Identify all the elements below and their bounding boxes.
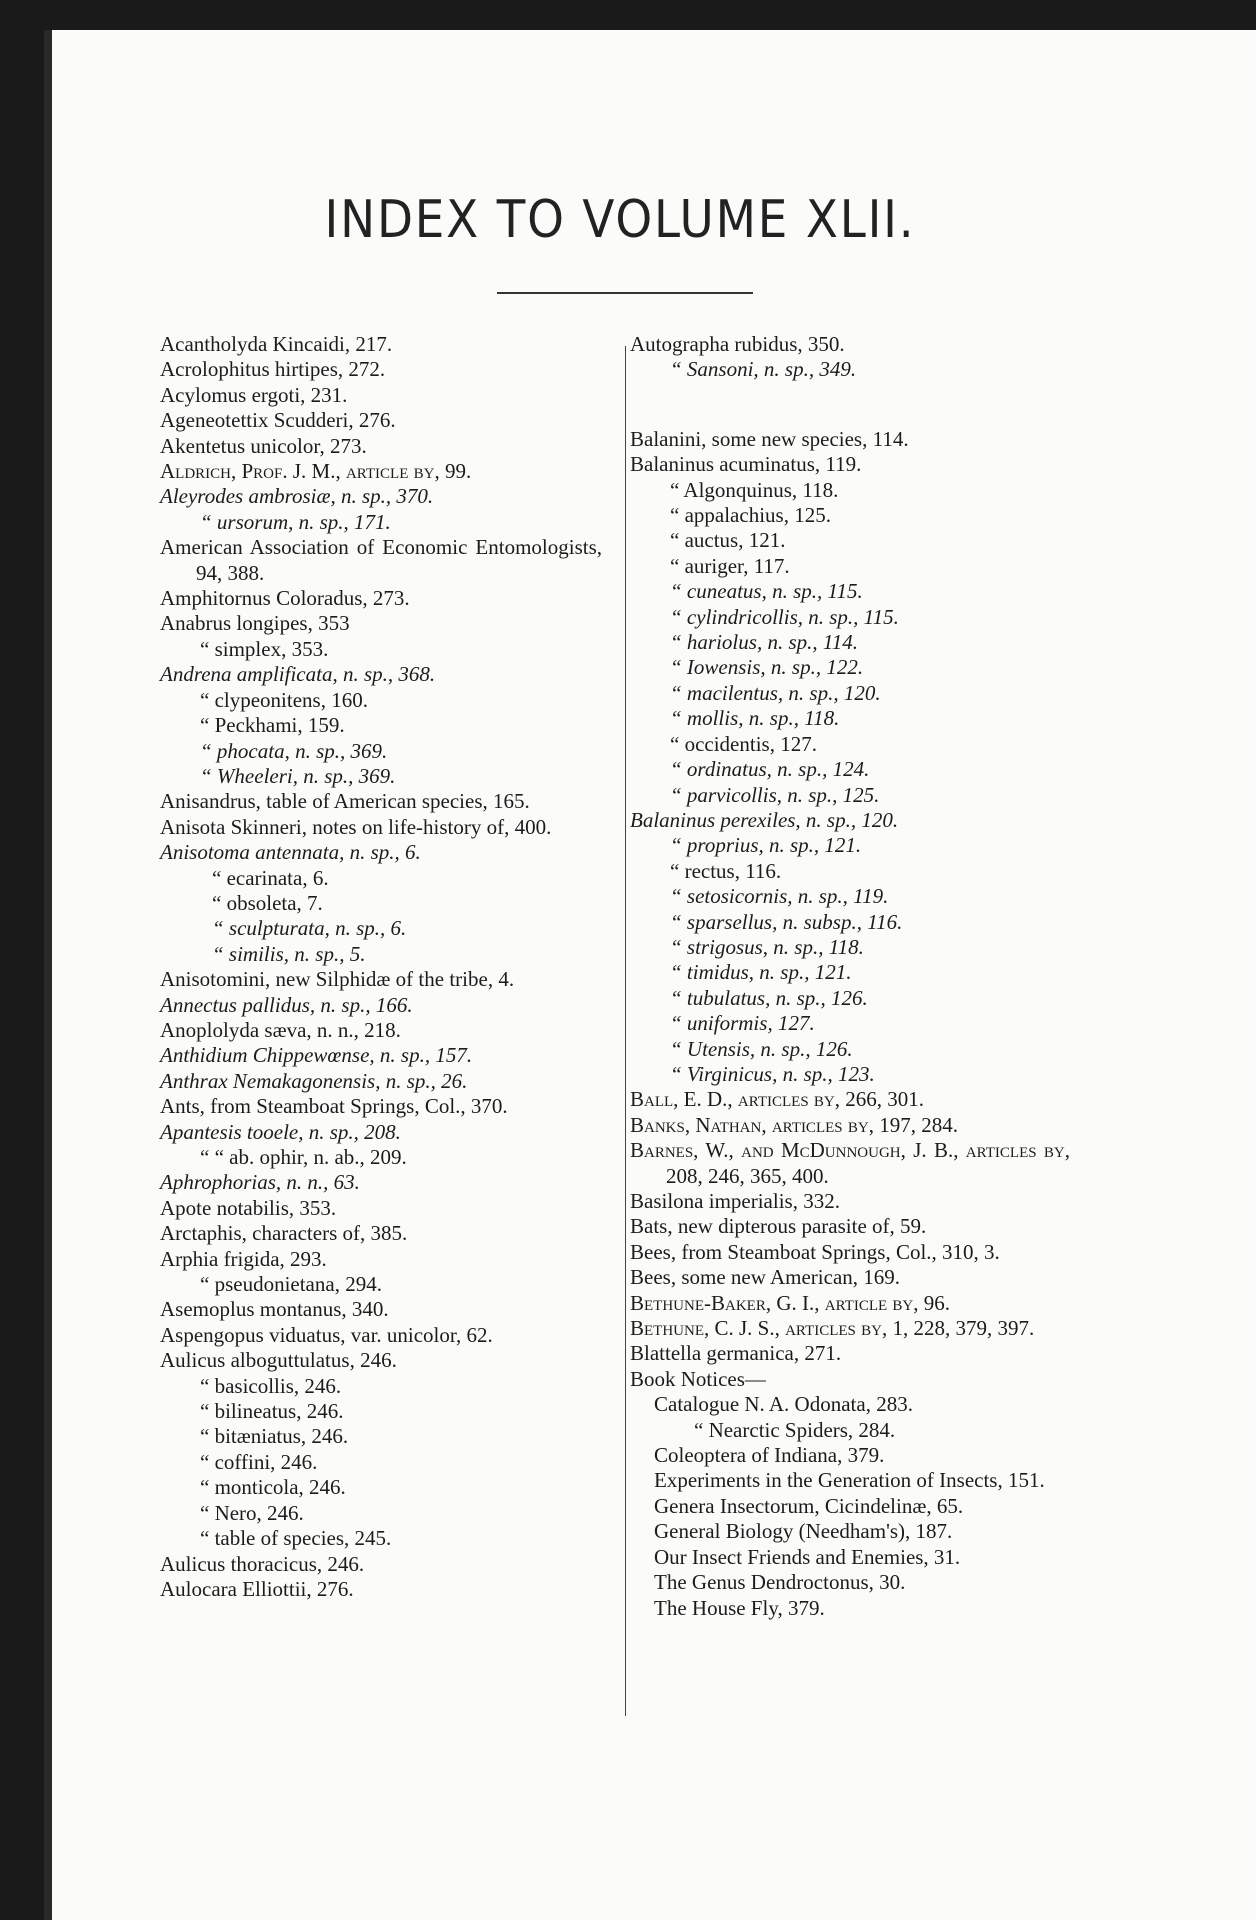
index-entry: Arctaphis, characters of, 385. xyxy=(160,1221,408,1246)
index-entry: “ monticola, 246. xyxy=(200,1475,346,1500)
index-entry: Arphia frigida, 293. xyxy=(160,1246,327,1271)
index-entry: Book Notices— xyxy=(630,1366,766,1391)
index-entry: Akentetus unicolor, 273. xyxy=(160,433,367,458)
page-binding-edge xyxy=(44,30,52,1920)
index-entry: Acantholyda Kincaidi, 217. xyxy=(160,332,393,356)
index-entry: Aspengopus viduatus, var. unicolor, 62. xyxy=(160,1322,493,1347)
section-gap xyxy=(630,383,1070,427)
index-entry: Coleoptera of Indiana, 379. xyxy=(654,1443,885,1468)
title-rule xyxy=(497,292,753,294)
index-entry: Annectus pallidus, n. sp., 166. xyxy=(160,992,413,1017)
index-entry: Apote notabilis, 353. xyxy=(160,1195,337,1220)
index-entry: “ “ ab. ophir, n. ab., 209. xyxy=(200,1145,407,1169)
index-entry: Catalogue N. A. Odonata, 283. xyxy=(654,1392,913,1417)
index-entry: Balanini, some new species, 114. xyxy=(630,426,909,451)
index-entry: “ hariolus, n. sp., 114. xyxy=(670,630,859,655)
index-entry: “ table of species, 245. xyxy=(200,1526,392,1551)
index-entry: “ strigosus, n. sp., 118. xyxy=(670,934,864,959)
index-entry: Bethune, C. J. S., articles by, 1, 228, 379, 397. xyxy=(630,1316,1035,1341)
index-entry: “ mollis, n. sp., 118. xyxy=(670,706,840,731)
index-entry: Experiments in the Generation of Insects, 151. xyxy=(654,1468,1045,1493)
page-title: INDEX TO VOLUME XLII. xyxy=(324,190,916,250)
index-entry: “ ursorum, n. sp., 171. xyxy=(200,509,391,534)
index-entry: “ Virginicus, n. sp., 123. xyxy=(670,1061,875,1086)
index-entry: American Association of Economic Entomologists, 94, 388. xyxy=(160,535,602,585)
index-entry: Blattella germanica, 271. xyxy=(630,1341,842,1366)
index-entry: Barnes, W., and McDunnough, J. B., articles by, 208, 246, 365, 400. xyxy=(630,1138,1070,1188)
index-entry: Bees, some new American, 169. xyxy=(630,1265,901,1290)
index-entry: “ phocata, n. sp., 369. xyxy=(200,738,388,763)
index-entry: “ bilineatus, 246. xyxy=(200,1399,344,1424)
index-entry: Aulocara Elliottii, 276. xyxy=(160,1576,354,1601)
index-entry: “ basicollis, 246. xyxy=(200,1373,342,1398)
index-entry: “ pseudonietana, 294. xyxy=(200,1272,382,1297)
index-entry: Aulicus alboguttulatus, 246. xyxy=(160,1348,397,1373)
index-entry: Ball, E. D., articles by, 266, 301. xyxy=(630,1087,925,1112)
index-entry: Anisandrus, table of American species, 165. xyxy=(160,789,530,814)
index-entry: “ Algonquinus, 118. xyxy=(670,477,839,502)
index-entry: “ obsoleta, 7. xyxy=(212,890,323,915)
index-entry: “ tubulatus, n. sp., 126. xyxy=(670,985,868,1010)
index-entry: “ Peckhami, 159. xyxy=(200,713,345,738)
index-entry: Anisotomini, new Silphidæ of the tribe, 4. xyxy=(160,967,515,992)
index-entry: Aphrophorias, n. n., 63. xyxy=(160,1170,360,1195)
index-entry: Asemoplus montanus, 340. xyxy=(160,1297,389,1322)
index-entry: Acylomus ergoti, 231. xyxy=(160,382,348,407)
index-entry: Amphitornus Coloradus, 273. xyxy=(160,586,410,611)
right-column xyxy=(630,332,1070,1621)
index-entry: Ants, from Steamboat Springs, Col., 370. xyxy=(160,1094,508,1119)
index-entry: “ ecarinata, 6. xyxy=(212,865,329,890)
index-entry: “ appalachius, 125. xyxy=(670,503,831,528)
index-entry: “ sparsellus, n. subsp., 116. xyxy=(670,909,903,934)
index-entry: Anisota Skinneri, notes on life-history of, 400. xyxy=(160,814,552,839)
index-entry: “ Nero, 246. xyxy=(200,1500,304,1525)
column-divider xyxy=(625,346,626,1716)
index-entry: General Biology (Needham's), 187. xyxy=(654,1519,953,1544)
index-entry: Our Insect Friends and Enemies, 31. xyxy=(654,1544,961,1569)
index-entry: “ sculpturata, n. sp., 6. xyxy=(212,916,407,941)
index-entry: Bethune-Baker, G. I., article by, 96. xyxy=(630,1290,950,1315)
index-entry: “ auctus, 121. xyxy=(670,528,786,553)
index-entry: “ ordinatus, n. sp., 124. xyxy=(670,757,870,782)
index-entry: “ simplex, 353. xyxy=(200,636,329,661)
index-entry: Bats, new dipterous parasite of, 59. xyxy=(630,1214,927,1239)
index-entry: Genera Insectorum, Cicindelinæ, 65. xyxy=(654,1493,964,1518)
index-entry: “ Nearctic Spiders, 284. xyxy=(694,1417,896,1442)
index-entry: “ Wheeleri, n. sp., 369. xyxy=(200,763,396,788)
index-entry: “ occidentis, 127. xyxy=(670,731,817,756)
index-entry: “ proprius, n. sp., 121. xyxy=(670,833,862,858)
index-entry: “ parvicollis, n. sp., 125. xyxy=(670,782,880,807)
index-entry: The House Fly, 379. xyxy=(654,1595,825,1620)
index-entry: Anthrax Nemakagonensis, n. sp., 26. xyxy=(160,1068,468,1093)
index-entry: “ setosicornis, n. sp., 119. xyxy=(670,884,889,909)
index-entry: Basilona imperialis, 332. xyxy=(630,1189,840,1213)
index-entry: “ auriger, 117. xyxy=(670,553,790,578)
index-entry: “ similis, n. sp., 5. xyxy=(212,941,366,966)
index-entry: Apantesis tooele, n. sp., 208. xyxy=(160,1119,401,1144)
index-entry: Aulicus thoracicus, 246. xyxy=(160,1551,365,1576)
index-entry: “ Sansoni, n. sp., 349. xyxy=(670,357,857,382)
index-entry: Anoplolyda sæva, n. n., 218. xyxy=(160,1017,401,1042)
index-entry: Andrena amplificata, n. sp., 368. xyxy=(160,662,436,687)
index-entry: Banks, Nathan, articles by, 197, 284. xyxy=(630,1112,958,1137)
index-entry: “ rectus, 116. xyxy=(670,858,782,883)
index-entry: Anisotoma antennata, n. sp., 6. xyxy=(160,840,421,865)
index-entry: Autographa rubidus, 350. xyxy=(630,332,845,356)
index-entry: “ Iowensis, n. sp., 122. xyxy=(670,655,864,680)
index-entry: Anabrus longipes, 353 xyxy=(160,611,350,636)
index-entry: The Genus Dendroctonus, 30. xyxy=(654,1570,906,1595)
index-entry: “ bitæniatus, 246. xyxy=(200,1424,349,1449)
index-entry: “ Utensis, n. sp., 126. xyxy=(670,1036,853,1061)
index-entry: “ cylindricollis, n. sp., 115. xyxy=(670,604,899,629)
index-entry: “ clypeonitens, 160. xyxy=(200,687,368,712)
index-entry: “ uniformis, 127. xyxy=(670,1011,815,1036)
index-entry: “ timidus, n. sp., 121. xyxy=(670,960,852,985)
index-entry: Acrolophitus hirtipes, 272. xyxy=(160,357,386,382)
index-entry: “ macilentus, n. sp., 120. xyxy=(670,680,881,705)
index-entry: Ageneotettix Scudderi, 276. xyxy=(160,408,396,433)
index-entry: Anthidium Chippewœnse, n. sp., 157. xyxy=(160,1043,473,1068)
index-entry: “ coffini, 246. xyxy=(200,1449,318,1474)
left-column xyxy=(160,332,602,1602)
index-entry: Balaninus acuminatus, 119. xyxy=(630,452,862,477)
index-entry: “ cuneatus, n. sp., 115. xyxy=(670,579,863,604)
index-entry: Aleyrodes ambrosiæ, n. sp., 370. xyxy=(160,484,434,509)
index-entry: Balaninus perexiles, n. sp., 120. xyxy=(630,807,899,832)
index-entry: Bees, from Steamboat Springs, Col., 310, 3. xyxy=(630,1239,1000,1264)
index-entry: Aldrich, Prof. J. M., article by, 99. xyxy=(160,459,472,484)
